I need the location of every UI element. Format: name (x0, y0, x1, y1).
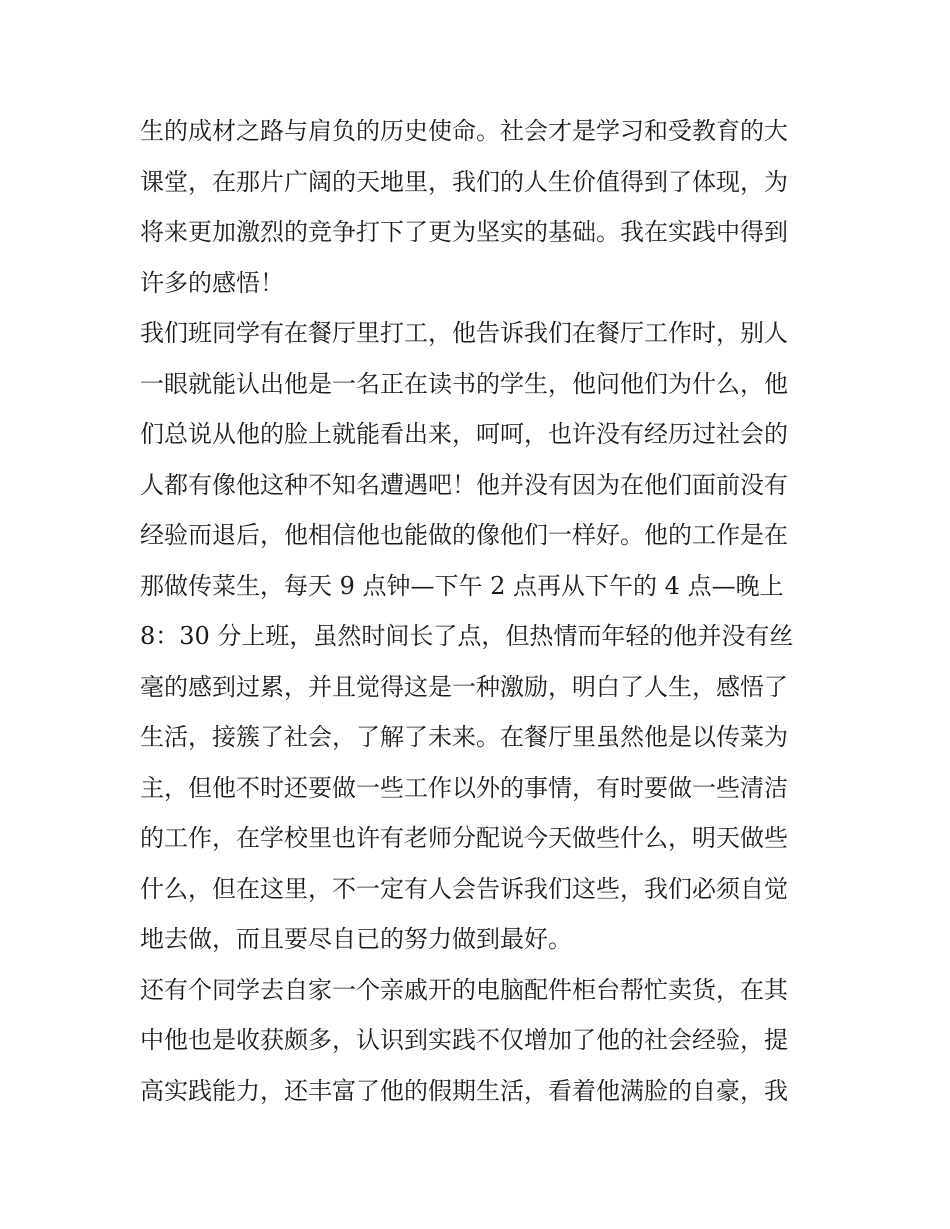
text-line: 一眼就能认出他是一名正在读书的学生，他问他们为什么，他 (140, 369, 788, 398)
text-line: 中他也是收获颇多，认识到实践不仅增加了他的社会经验，提 (140, 1026, 788, 1054)
text-line: 主，但他不时还要做一些工作以外的事情，有时要做一些清洁 (140, 773, 788, 802)
text-line: 地去做，而且要尽自已的努力做到最好。 (140, 925, 572, 953)
text-line: 的工作，在学校里也许有老师分配说今天做些什么，明天做些 (140, 824, 788, 852)
text-line: 生的成材之路与肩负的历史使命。社会才是学习和受教育的大 (140, 117, 788, 145)
text-line: 课堂，在那片广阔的天地里，我们的人生价值得到了体现，为 (140, 167, 788, 196)
text-line: 我们班同学有在餐厅里打工，他告诉我们在餐厅工作时，别人 (140, 319, 788, 347)
text-line: 毫的感到过累，并且觉得这是一种激励，明白了人生，感悟了 (140, 672, 788, 701)
text-line: 什么，但在这里，不一定有人会告诉我们这些，我们必须自觉 (140, 874, 788, 903)
text-line: 经验而退后，他相信他也能做的像他们一样好。他的工作是在 (140, 521, 788, 549)
text-line: 8：30 分上班，虽然时间长了点，但热情而年轻的他并没有丝 (140, 622, 794, 650)
text-line: 还有个同学去自家一个亲戚开的电脑配件柜台帮忙卖货，在其 (140, 975, 788, 1004)
text-line: 那做传菜生，每天 9 点钟—下午 2 点再从下午的 4 点—晚上 (140, 571, 784, 600)
text-line: 生活，接簇了社会，了解了未来。在餐厅里虽然他是以传菜为 (140, 723, 788, 751)
document-body (140, 106, 820, 1116)
text-line: 高实践能力，还丰富了他的假期生活，看着他满脸的自豪，我 (140, 1076, 788, 1105)
text-line: 许多的感悟！ (140, 268, 284, 297)
text-line: 将来更加激烈的竞争打下了更为坚实的基础。我在实践中得到 (140, 218, 788, 246)
text-line: 人都有像他这种不知名遭遇吧！他并没有因为在他们面前没有 (140, 470, 788, 499)
text-line: 们总说从他的脸上就能看出来，呵呵，也许没有经历过社会的 (140, 420, 788, 448)
